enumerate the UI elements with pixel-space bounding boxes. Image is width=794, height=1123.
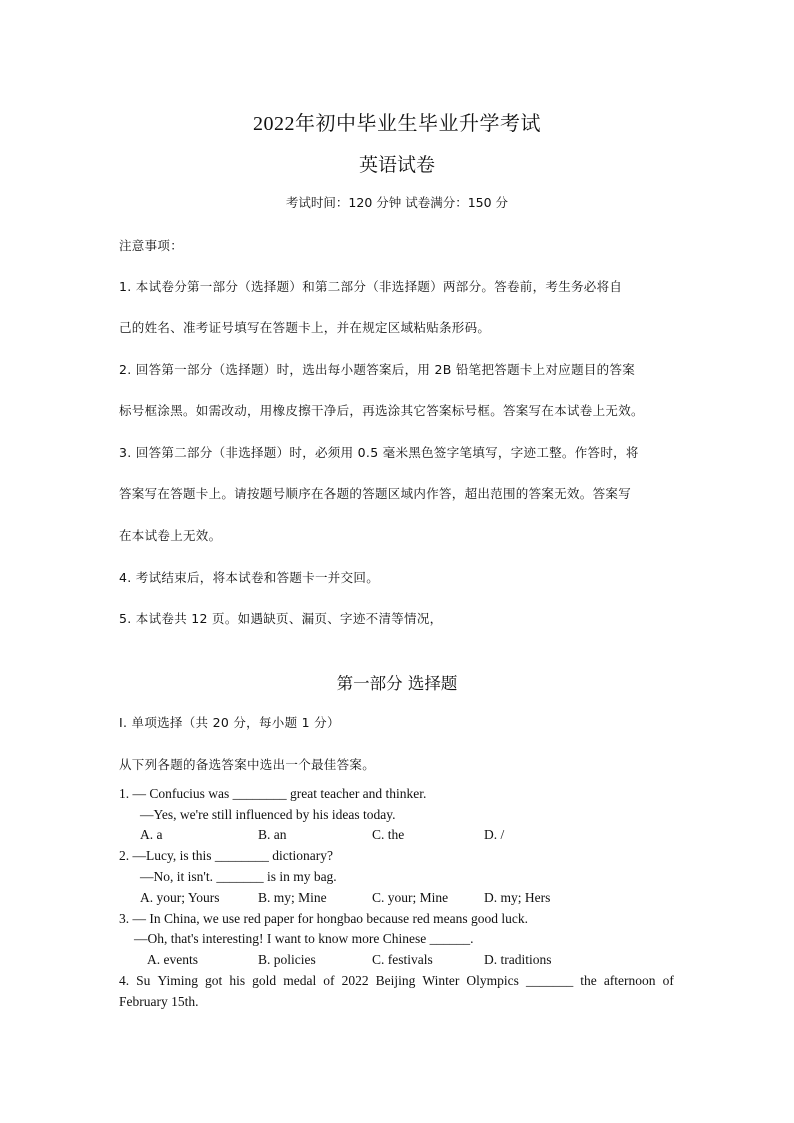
notes-line: 2. 回答第一部分（选择题）时，选出每小题答案后，用 2B 铅笔把答题卡上对应题目的答案 xyxy=(119,362,636,377)
stem-word: the xyxy=(580,973,597,988)
stem-word: Yiming xyxy=(157,973,198,988)
notes-heading: 注意事项： xyxy=(119,238,184,253)
stem-word: Su xyxy=(136,973,151,988)
stem-word: Beijing xyxy=(375,973,416,988)
option-c: C. the xyxy=(372,827,405,842)
question-stem-continued: February 15th. xyxy=(119,994,199,1009)
stem-word: 2022 xyxy=(341,973,369,988)
stem-word: got xyxy=(205,973,223,988)
stem-word: afternoon xyxy=(603,973,656,988)
section-heading: I. 单项选择（共 20 分，每小题 1 分） xyxy=(119,715,340,730)
option-a: A. a xyxy=(140,827,163,842)
option-c: C. your; Mine xyxy=(372,890,449,905)
notes-line: 标号框涂黑。如需改动，用橡皮擦干净后，再选涂其它答案标号框。答案写在本试卷上无效。 xyxy=(119,403,644,418)
question-stem: 2. —Lucy, is this ________ dictionary? xyxy=(119,848,333,863)
stem-word: gold xyxy=(252,973,277,988)
exam-title: 2022年初中毕业生毕业升学考试 xyxy=(253,113,541,135)
section-instruction: 从下列各题的备选答案中选出一个最佳答案。 xyxy=(119,757,376,772)
notes-line: 己的姓名、准考证号填写在答题卡上，并在规定区域粘贴条形码。 xyxy=(119,320,491,335)
option-d: D. my; Hers xyxy=(484,890,551,905)
option-a: A. events xyxy=(147,952,198,967)
notes-line: 答案写在答题卡上。请按题号顺序在各题的答题区域内作答，超出范围的答案无效。答案写 xyxy=(119,486,632,501)
exam-subtitle: 英语试卷 xyxy=(358,155,435,176)
notes-line: 1. 本试卷分第一部分（选择题）和第二部分（非选择题）两部分。答卷前，考生务必将自 xyxy=(119,279,623,294)
option-a: A. your; Yours xyxy=(140,890,220,905)
exam-info: 考试时间：120 分钟 试卷满分：150 分 xyxy=(285,195,509,210)
notes-line: 5. 本试卷共 12 页。如遇缺页、漏页、字迹不清等情况， xyxy=(119,611,443,626)
option-d: D. traditions xyxy=(484,952,552,967)
stem-word: medal xyxy=(283,973,317,988)
question-reply: —Yes, we're still influenced by his ideas today. xyxy=(140,807,396,822)
question-stem: 1. — Confucius was ________ great teacher and thinker. xyxy=(119,786,427,801)
option-d: D. / xyxy=(484,827,505,842)
stem-word: his xyxy=(229,973,246,988)
option-b: B. my; Mine xyxy=(258,890,327,905)
part-title: 第一部分 选择题 xyxy=(336,674,458,693)
option-b: B. an xyxy=(258,827,287,842)
stem-word: Winter xyxy=(422,973,460,988)
option-b: B. policies xyxy=(258,952,316,967)
notes-line: 4. 考试结束后，将本试卷和答题卡一并交回。 xyxy=(119,570,380,585)
stem-word: of xyxy=(662,973,674,988)
stem-word: of xyxy=(323,973,335,988)
option-c: C. festivals xyxy=(372,952,433,967)
question-reply: —No, it isn't. _______ is in my bag. xyxy=(140,869,337,884)
stem-word: _______ xyxy=(525,973,574,988)
notes-line: 在本试卷上无效。 xyxy=(119,528,222,543)
notes-line: 3. 回答第二部分（非选择题）时，必须用 0.5 毫米黑色签字笔填写，字迹工整。作答时，将 xyxy=(119,445,639,460)
question-stem xyxy=(119,973,674,989)
stem-word: 4. xyxy=(119,973,130,988)
stem-word: Olympics xyxy=(466,973,519,988)
question-reply: —Oh, that's interesting! I want to know more Chinese ______. xyxy=(134,931,474,946)
question-stem: 3. — In China, we use red paper for hongbao because red means good luck. xyxy=(119,911,528,926)
